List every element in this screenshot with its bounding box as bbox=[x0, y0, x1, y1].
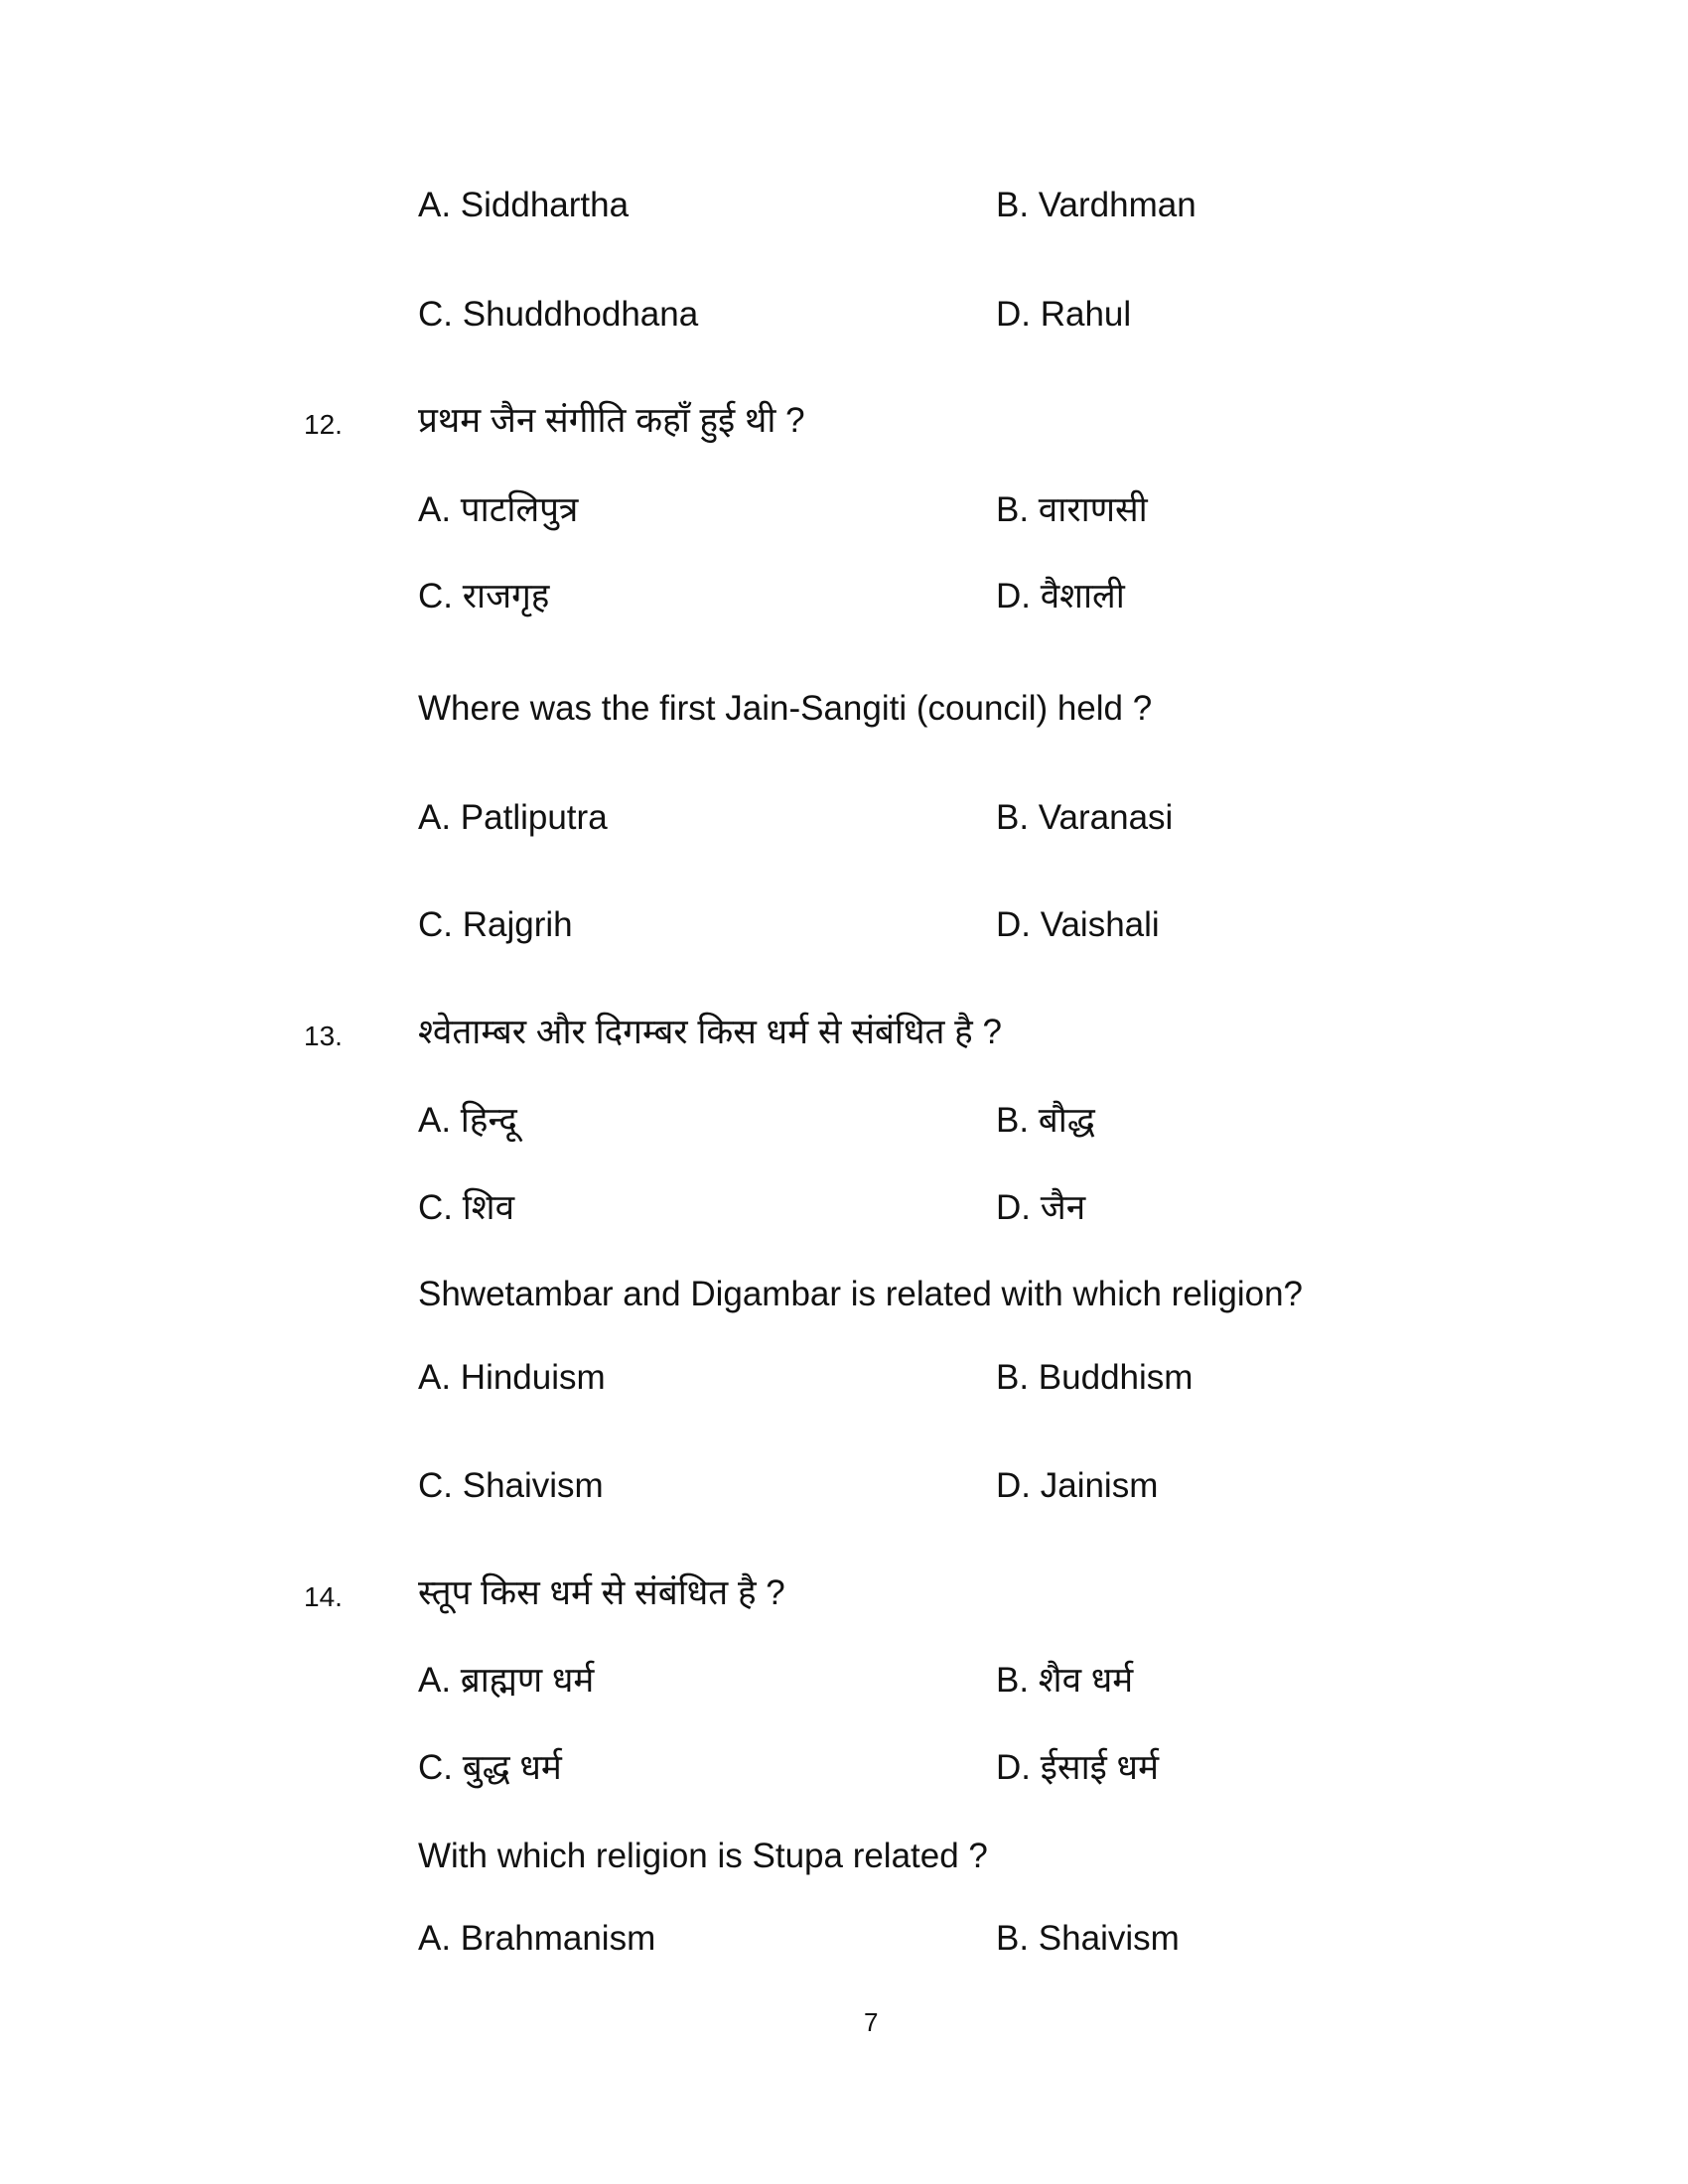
question-text-hindi: श्वेताम्बर और दिगम्बर किस धर्म से संबंधित है ? bbox=[418, 1013, 1002, 1051]
question-number: 14. bbox=[304, 1581, 343, 1612]
question-text-english: Where was the first Jain-Sangiti (council) held ? bbox=[418, 689, 1153, 728]
question-number: 13. bbox=[304, 1021, 343, 1051]
option-a-hindi: A. ब्राह्मण धर्म bbox=[418, 1661, 595, 1700]
option-b: B. Shaivism bbox=[996, 1919, 1180, 1958]
option-b-hindi: B. वाराणसी bbox=[996, 490, 1148, 529]
option-b-hindi: B. बौद्ध bbox=[996, 1101, 1095, 1140]
option-a: A. Brahmanism bbox=[418, 1919, 656, 1958]
option-a: A. Patliputra bbox=[418, 798, 608, 837]
option-a: A. Hinduism bbox=[418, 1358, 606, 1397]
question-text-english: With which religion is Stupa related ? bbox=[418, 1837, 988, 1875]
option-a-hindi: A. पाटलिपुत्र bbox=[418, 490, 579, 529]
option-c-hindi: C. राजगृह bbox=[418, 577, 550, 615]
option-a: A. Siddhartha bbox=[418, 186, 630, 224]
question-text-english: Shwetambar and Digambar is related with which religion? bbox=[418, 1275, 1303, 1313]
option-b: B. Varanasi bbox=[996, 798, 1174, 837]
option-b: B. Buddhism bbox=[996, 1358, 1194, 1397]
option-d-hindi: D. वैशाली bbox=[996, 577, 1125, 615]
option-c: C. Rajgrih bbox=[418, 905, 573, 944]
question-text-hindi: प्रथम जैन संगीति कहाँ हुई थी ? bbox=[418, 401, 805, 440]
option-c: C. Shaivism bbox=[418, 1466, 604, 1505]
page-number: 7 bbox=[864, 2007, 879, 2037]
option-d-hindi: D. जैन bbox=[996, 1188, 1086, 1227]
option-b-hindi: B. शैव धर्म bbox=[996, 1661, 1134, 1700]
option-c-hindi: C. बुद्ध धर्म bbox=[418, 1748, 562, 1787]
question-number: 12. bbox=[304, 409, 343, 440]
option-a-hindi: A. हिन्दू bbox=[418, 1101, 517, 1140]
option-d: D. Vaishali bbox=[996, 905, 1160, 944]
option-d-hindi: D. ईसाई धर्म bbox=[996, 1748, 1159, 1787]
option-d: D. Rahul bbox=[996, 295, 1132, 334]
option-b: B. Vardhman bbox=[996, 186, 1196, 224]
option-d: D. Jainism bbox=[996, 1466, 1159, 1505]
question-text-hindi: स्तूप किस धर्म से संबंधित है ? bbox=[418, 1573, 785, 1612]
option-c: C. Shuddhodhana bbox=[418, 295, 699, 334]
option-c-hindi: C. शिव bbox=[418, 1188, 515, 1227]
